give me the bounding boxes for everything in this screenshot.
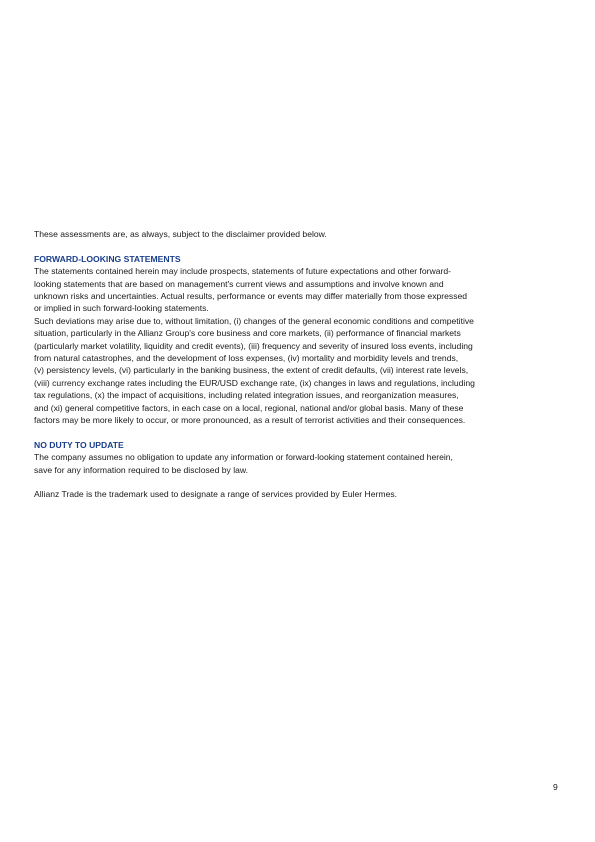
body-line: or implied in such forward-looking statements. xyxy=(34,303,209,314)
body-line: The statements contained herein may include prospects, statements of future expectations and other forward- xyxy=(34,266,452,277)
body-line: from natural catastrophes, and the development of loss expenses, (iv) mortality and morbidity levels and trends, xyxy=(34,353,459,364)
trademark-text: Allianz Trade is the trademark used to designate a range of services provided by Euler Hermes. xyxy=(34,489,398,500)
body-line: factors may be more likely to occur, or more pronounced, as a result of terrorist activities and their consequences. xyxy=(34,415,466,426)
body-line: (v) persistency levels, (vi) particularly in the banking business, the extent of credit defaults, (vii) interest rate levels, xyxy=(34,365,469,376)
disclaimer-section xyxy=(34,228,574,501)
body-line: and (xi) general competitive factors, in each case on a local, regional, national and/or global basis. Many of these xyxy=(34,402,464,413)
body-line: unknown risks and uncertainties. Actual results, performance or events may differ materially from those expressed xyxy=(34,291,468,302)
body-line: tax regulations, (x) the impact of acquisitions, including related integration issues, and reorganization measures, xyxy=(34,390,459,401)
body-line: (particularly market volatility, liquidity and credit events), (iii) frequency and severity of insured loss events, including xyxy=(34,340,473,351)
body-line: Such deviations may arise due to, without limitation, (i) changes of the general economic conditions and competitive xyxy=(34,315,474,326)
forward-looking-body xyxy=(34,265,574,426)
body-line: looking statements that are based on management's current views and assumptions and involve known and xyxy=(34,278,444,289)
spacer xyxy=(34,240,574,252)
body-line: The company assumes no obligation to update any information or forward-looking statement contained herein, xyxy=(34,452,453,463)
forward-looking-heading: FORWARD-LOOKING STATEMENTS xyxy=(34,253,181,264)
no-duty-heading: NO DUTY TO UPDATE xyxy=(34,439,124,450)
body-line: (viii) currency exchange rates including the EUR/USD exchange rate, (ix) changes in laws and regulations, including xyxy=(34,377,475,388)
spacer xyxy=(34,426,574,438)
body-line: situation, particularly in the Allianz Group's core business and core markets, (ii) performance of financial markets xyxy=(34,328,461,339)
spacer xyxy=(34,476,574,488)
no-duty-body xyxy=(34,451,574,476)
body-line: save for any information required to be disclosed by law. xyxy=(34,464,249,475)
intro-text: These assessments are, as always, subject to the disclaimer provided below. xyxy=(34,229,327,239)
page-number: 9 xyxy=(553,782,558,792)
